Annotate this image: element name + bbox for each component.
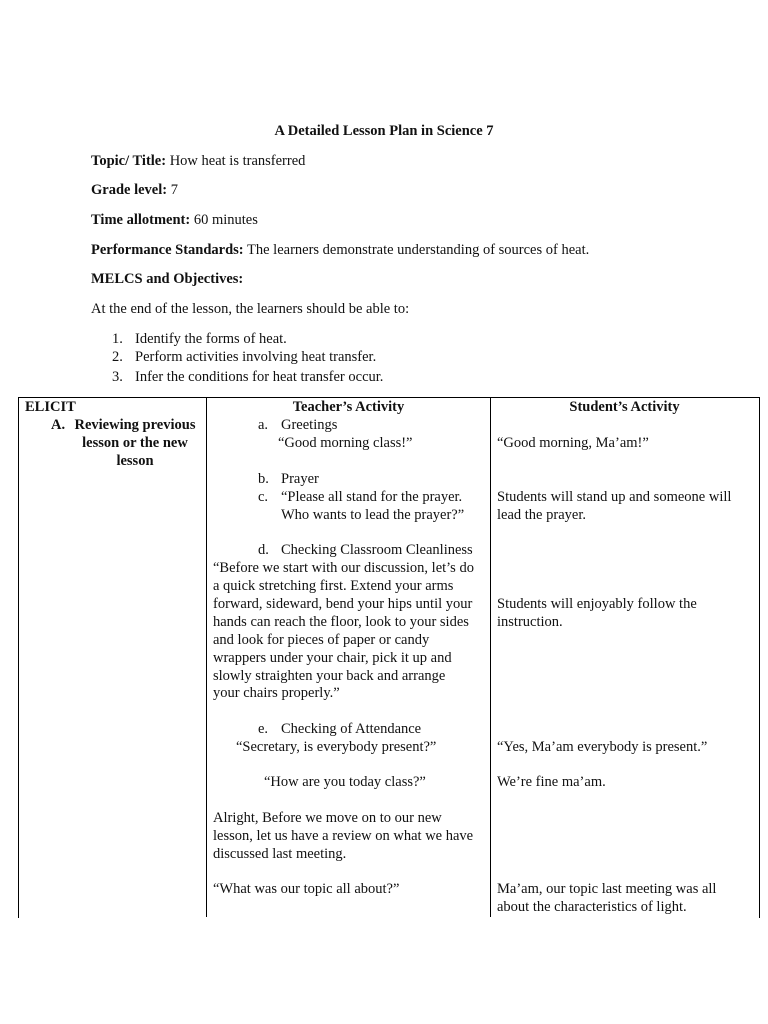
cleanliness-line: your chairs properly.” (213, 685, 340, 701)
review-line: lesson, let us have a review on what we have (213, 828, 474, 844)
melcs-heading (91, 270, 243, 288)
objective-number: 2. (112, 349, 123, 365)
time-field (91, 211, 258, 229)
prayer-quote-line: “Please all stand for the prayer. (281, 489, 463, 505)
item-letter: b. (258, 471, 269, 487)
topic-value: How heat is transferred (166, 153, 306, 169)
performance-label: Performance Standards: (91, 242, 244, 258)
student-response: We’re fine ma’am. (497, 774, 606, 790)
how-are-you-quote: “How are you today class?” (264, 774, 426, 790)
cleanliness-line: wrappers under your chair, pick it up and (213, 650, 452, 666)
student-response: “Good morning, Ma’am!” (497, 435, 649, 451)
objective-item (112, 368, 383, 386)
part-a-line: lesson (116, 453, 154, 469)
table-column-divider (206, 397, 207, 917)
performance-field (91, 241, 589, 259)
cleanliness-line: slowly straighten your back and arrange (213, 668, 446, 684)
cleanliness-line: hands can reach the floor, look to your sides (213, 614, 469, 630)
item-letter: c. (258, 489, 269, 505)
prayer-label: Prayer (281, 471, 319, 487)
grade-label: Grade level: (91, 182, 168, 198)
part-a-line: lesson or the new (82, 435, 188, 451)
student-response: Ma’am, our topic last meeting was all (497, 881, 717, 897)
cleanliness-line: and look for pieces of paper or candy (213, 632, 430, 648)
topic-label: Topic/ Title: (91, 153, 167, 169)
attendance-quote: “Secretary, is everybody present?” (236, 739, 437, 755)
review-line: discussed last meeting. (213, 846, 347, 862)
grade-field (91, 181, 178, 199)
student-response: about the characteristics of light. (497, 899, 687, 915)
student-activity-header: Student’s Activity (569, 399, 680, 415)
topic-question: “What was our topic all about?” (213, 881, 400, 897)
document-title: A Detailed Lesson Plan in Science 7 (274, 123, 494, 139)
objective-number: 3. (112, 369, 123, 385)
item-letter: e. (258, 721, 269, 737)
performance-value: The learners demonstrate understanding of sources of heat. (243, 242, 590, 258)
elicit-heading: ELICIT (25, 399, 76, 415)
grade-value: 7 (167, 182, 178, 198)
objective-text: Perform activities involving heat transfer. (135, 349, 377, 365)
objective-number: 1. (112, 331, 123, 347)
objective-text: Infer the conditions for heat transfer occur. (135, 369, 384, 385)
greetings-label: Greetings (281, 417, 338, 433)
cleanliness-label: Checking Classroom Cleanliness (281, 542, 473, 558)
melcs-label: MELCS and Objectives: (91, 271, 244, 287)
objective-item (112, 330, 287, 348)
item-letter: d. (258, 542, 269, 558)
student-response: Students will stand up and someone will (497, 489, 732, 505)
objectives-intro: At the end of the lesson, the learners should be able to: (91, 301, 410, 317)
greetings-quote: “Good morning class!” (278, 435, 413, 451)
time-value: 60 minutes (190, 212, 258, 228)
teacher-activity-header: Teacher’s Activity (292, 399, 405, 415)
student-response: lead the prayer. (497, 507, 586, 523)
student-response: Students will enjoyably follow the (497, 596, 697, 612)
part-a-letter: A. (51, 417, 66, 433)
student-response: instruction. (497, 614, 563, 630)
time-label: Time allotment: (91, 212, 191, 228)
cleanliness-line: “Before we start with our discussion, let’s do (213, 560, 474, 576)
objective-item (112, 348, 376, 366)
objective-text: Identify the forms of heat. (135, 331, 287, 347)
review-line: Alright, Before we move on to our new (213, 810, 442, 826)
table-column-divider (490, 397, 491, 917)
prayer-quote-line: Who wants to lead the prayer?” (281, 507, 465, 523)
item-letter: a. (258, 417, 269, 433)
topic-field (91, 152, 305, 170)
student-response: “Yes, Ma’am everybody is present.” (497, 739, 708, 755)
attendance-label: Checking of Attendance (281, 721, 422, 737)
cleanliness-line: forward, sideward, bend your hips until your (213, 596, 473, 612)
part-a-line: Reviewing previous (74, 417, 196, 433)
cleanliness-line: a quick stretching first. Extend your arms (213, 578, 454, 594)
